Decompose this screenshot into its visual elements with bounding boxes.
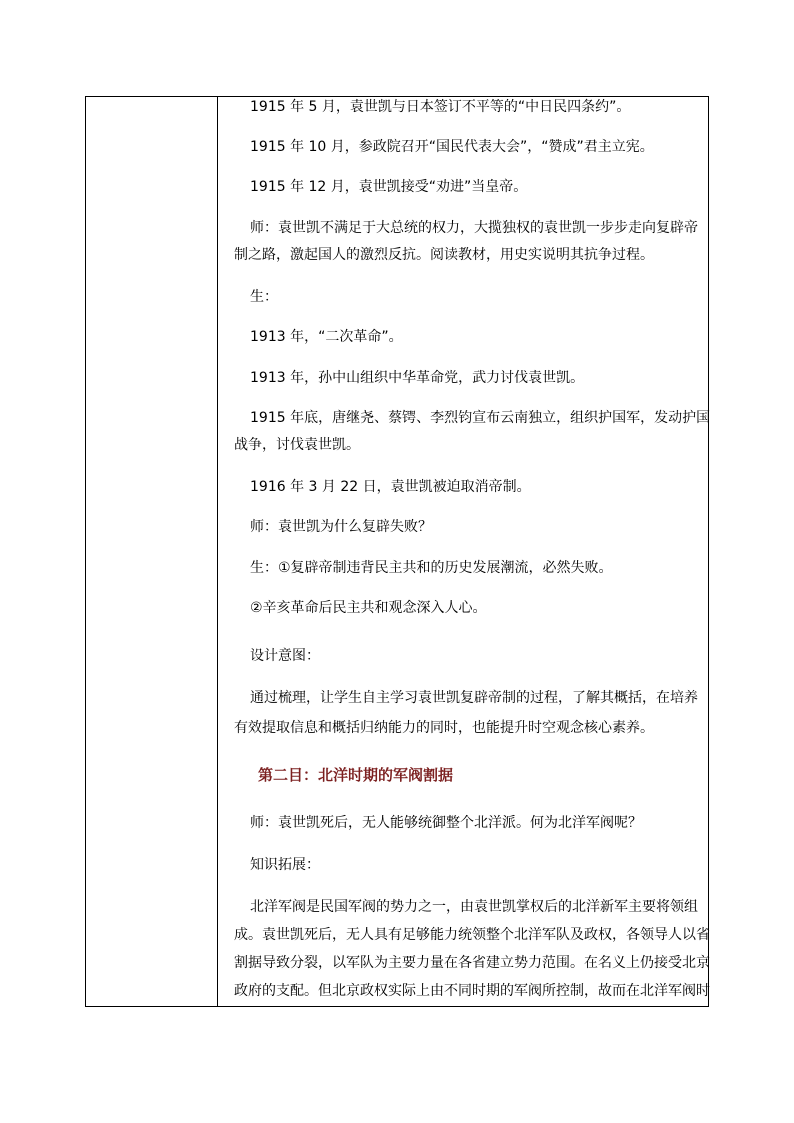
teacher-question-line-1: 师：袁世凯不满足于大总统的权力，大揽独权的袁世凯一步步走向复辟帝 xyxy=(250,220,698,236)
student-label: 生： xyxy=(250,289,278,305)
paragraph-1915-yunnan-line-1: 1915 年底，唐继尧、蔡锷、李烈钧宣布云南独立，组织护国军，发动护国 xyxy=(250,410,711,426)
design-intent-line-2: 有效提取信息和概括归纳能力的同时，也能提升时空观念核心素养。 xyxy=(234,720,654,736)
knowledge-line-2: 成。袁世凯死后，无人具有足够能力统领整个北洋军队及政权，各领导人以省 xyxy=(234,927,710,943)
knowledge-extension-label: 知识拓展： xyxy=(250,857,320,873)
knowledge-line-3: 割据导致分裂，以军队为主要力量在各省建立势力范围。在名义上仍接受北京 xyxy=(234,955,710,971)
knowledge-line-1: 北洋军阀是民国军阀的势力之一，由袁世凯掌权后的北洋新军主要将领组 xyxy=(250,899,698,915)
section-heading: 第二目：北洋时期的军阀割据 xyxy=(258,766,454,784)
design-intent-line-1: 通过梳理，让学生自主学习袁世凯复辟帝制的过程，了解其概括，在培养 xyxy=(250,690,698,706)
design-intent-label: 设计意图： xyxy=(250,648,320,664)
student-answer-2: ②辛亥革命后民主共和观念深入人心。 xyxy=(250,600,487,616)
paragraph-1916-march: 1916 年 3 月 22 日，袁世凯被迫取消帝制。 xyxy=(250,479,531,495)
paragraph-1915-yunnan-line-2: 战争，讨伐袁世凯。 xyxy=(234,437,360,453)
lesson-table xyxy=(85,96,709,1007)
teacher-why-question: 师：袁世凯为什么复辟失败？ xyxy=(250,519,432,535)
paragraph-1913-second-revolution: 1913 年，“二次革命”。 xyxy=(250,329,403,345)
column-divider xyxy=(217,97,218,1006)
knowledge-line-4: 政府的支配。但北京政权实际上由不同时期的军阀所控制，故而在北洋军阀时 xyxy=(234,983,710,999)
student-answer-1: 生：①复辟帝制违背民主共和的历史发展潮流，必然失败。 xyxy=(250,560,613,576)
paragraph-1915-oct: 1915 年 10 月，参政院召开“国民代表大会”，“赞成”君主立宪。 xyxy=(250,139,654,155)
paragraph-1915-may: 1915 年 5 月，袁世凯与日本签订不平等的“中日民四条约”。 xyxy=(250,99,631,115)
paragraph-1915-dec: 1915 年 12 月，袁世凯接受“劝进”当皇帝。 xyxy=(250,179,528,195)
teacher-question-line-2: 制之路，激起国人的激烈反抗。阅读教材，用史实说明其抗争过程。 xyxy=(234,247,654,263)
teacher-beiyang-question: 师：袁世凯死后，无人能够统御整个北洋派。何为北洋军阀呢？ xyxy=(250,815,642,831)
paragraph-1913-party: 1913 年，孙中山组织中华革命党，武力讨伐袁世凯。 xyxy=(250,370,585,386)
